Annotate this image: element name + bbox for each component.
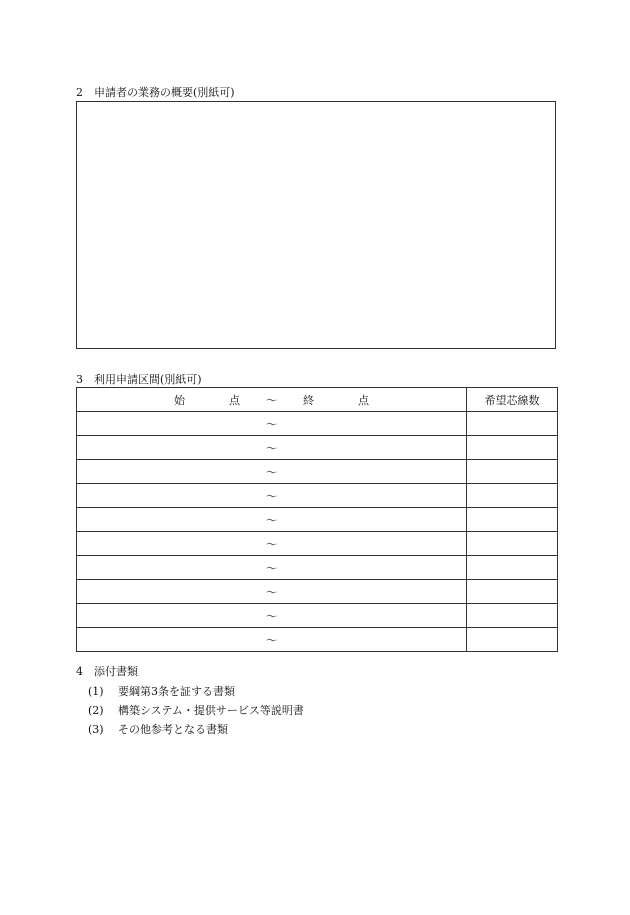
list-item-index: (2) — [88, 704, 104, 717]
core-count-cell[interactable] — [467, 484, 558, 508]
section-2-label: 申請者の業務の概要(別紙可) — [94, 86, 235, 99]
section-3-number: 3 — [76, 373, 83, 386]
core-count-cell[interactable] — [467, 556, 558, 580]
header-start: 始 — [174, 393, 185, 407]
section-2-title — [76, 84, 235, 100]
list-item-index: (1) — [88, 685, 104, 698]
range-cell[interactable]: 〜 — [77, 604, 467, 628]
list-item-text: 構築システム・提供サービス等説明書 — [118, 704, 304, 717]
core-count-cell[interactable] — [467, 436, 558, 460]
header-end-2: 点 — [358, 393, 369, 407]
table-row — [77, 508, 558, 532]
table-row — [77, 604, 558, 628]
core-count-cell[interactable] — [467, 580, 558, 604]
range-cell[interactable]: 〜 — [77, 532, 467, 556]
range-cell[interactable]: 〜 — [77, 556, 467, 580]
core-count-cell[interactable] — [467, 628, 558, 652]
section-3-label: 利用申請区間(別紙可) — [94, 373, 202, 386]
table-row — [77, 484, 558, 508]
range-cell[interactable]: 〜 — [77, 508, 467, 532]
header-end: 終 — [303, 393, 314, 407]
range-cell[interactable]: 〜 — [77, 460, 467, 484]
list-item-text: 要綱第3条を証する書類 — [118, 685, 235, 698]
list-item-text: その他参考となる書類 — [118, 723, 228, 736]
section-4-label: 添付書類 — [94, 665, 138, 678]
range-cell[interactable]: 〜 — [77, 412, 467, 436]
table-row — [77, 412, 558, 436]
range-cell[interactable]: 〜 — [77, 580, 467, 604]
range-cell[interactable]: 〜 — [77, 484, 467, 508]
list-item-index: (3) — [88, 723, 104, 736]
usage-section-table — [76, 387, 558, 652]
attachment-list — [88, 682, 304, 739]
table-row — [77, 628, 558, 652]
section-2-number: 2 — [76, 86, 83, 99]
core-count-cell[interactable] — [467, 604, 558, 628]
list-item — [88, 682, 304, 701]
range-cell[interactable]: 〜 — [77, 436, 467, 460]
section-4-number: 4 — [76, 665, 83, 678]
header-start-2: 点 — [229, 393, 240, 407]
table-row — [77, 460, 558, 484]
section-3-title — [76, 371, 202, 387]
header-tilde: 〜 — [266, 393, 277, 407]
section-4-title — [76, 663, 138, 679]
list-item — [88, 720, 304, 739]
table-row — [77, 436, 558, 460]
core-count-cell[interactable] — [467, 532, 558, 556]
table-row — [77, 532, 558, 556]
list-item — [88, 701, 304, 720]
table-row — [77, 580, 558, 604]
header-core-count: 希望芯線数 — [467, 388, 558, 412]
core-count-cell[interactable] — [467, 508, 558, 532]
business-overview-box[interactable] — [76, 101, 556, 349]
table-header-row — [77, 388, 558, 412]
header-range — [77, 388, 467, 412]
core-count-cell[interactable] — [467, 460, 558, 484]
table-row — [77, 556, 558, 580]
range-cell[interactable]: 〜 — [77, 628, 467, 652]
core-count-cell[interactable] — [467, 412, 558, 436]
